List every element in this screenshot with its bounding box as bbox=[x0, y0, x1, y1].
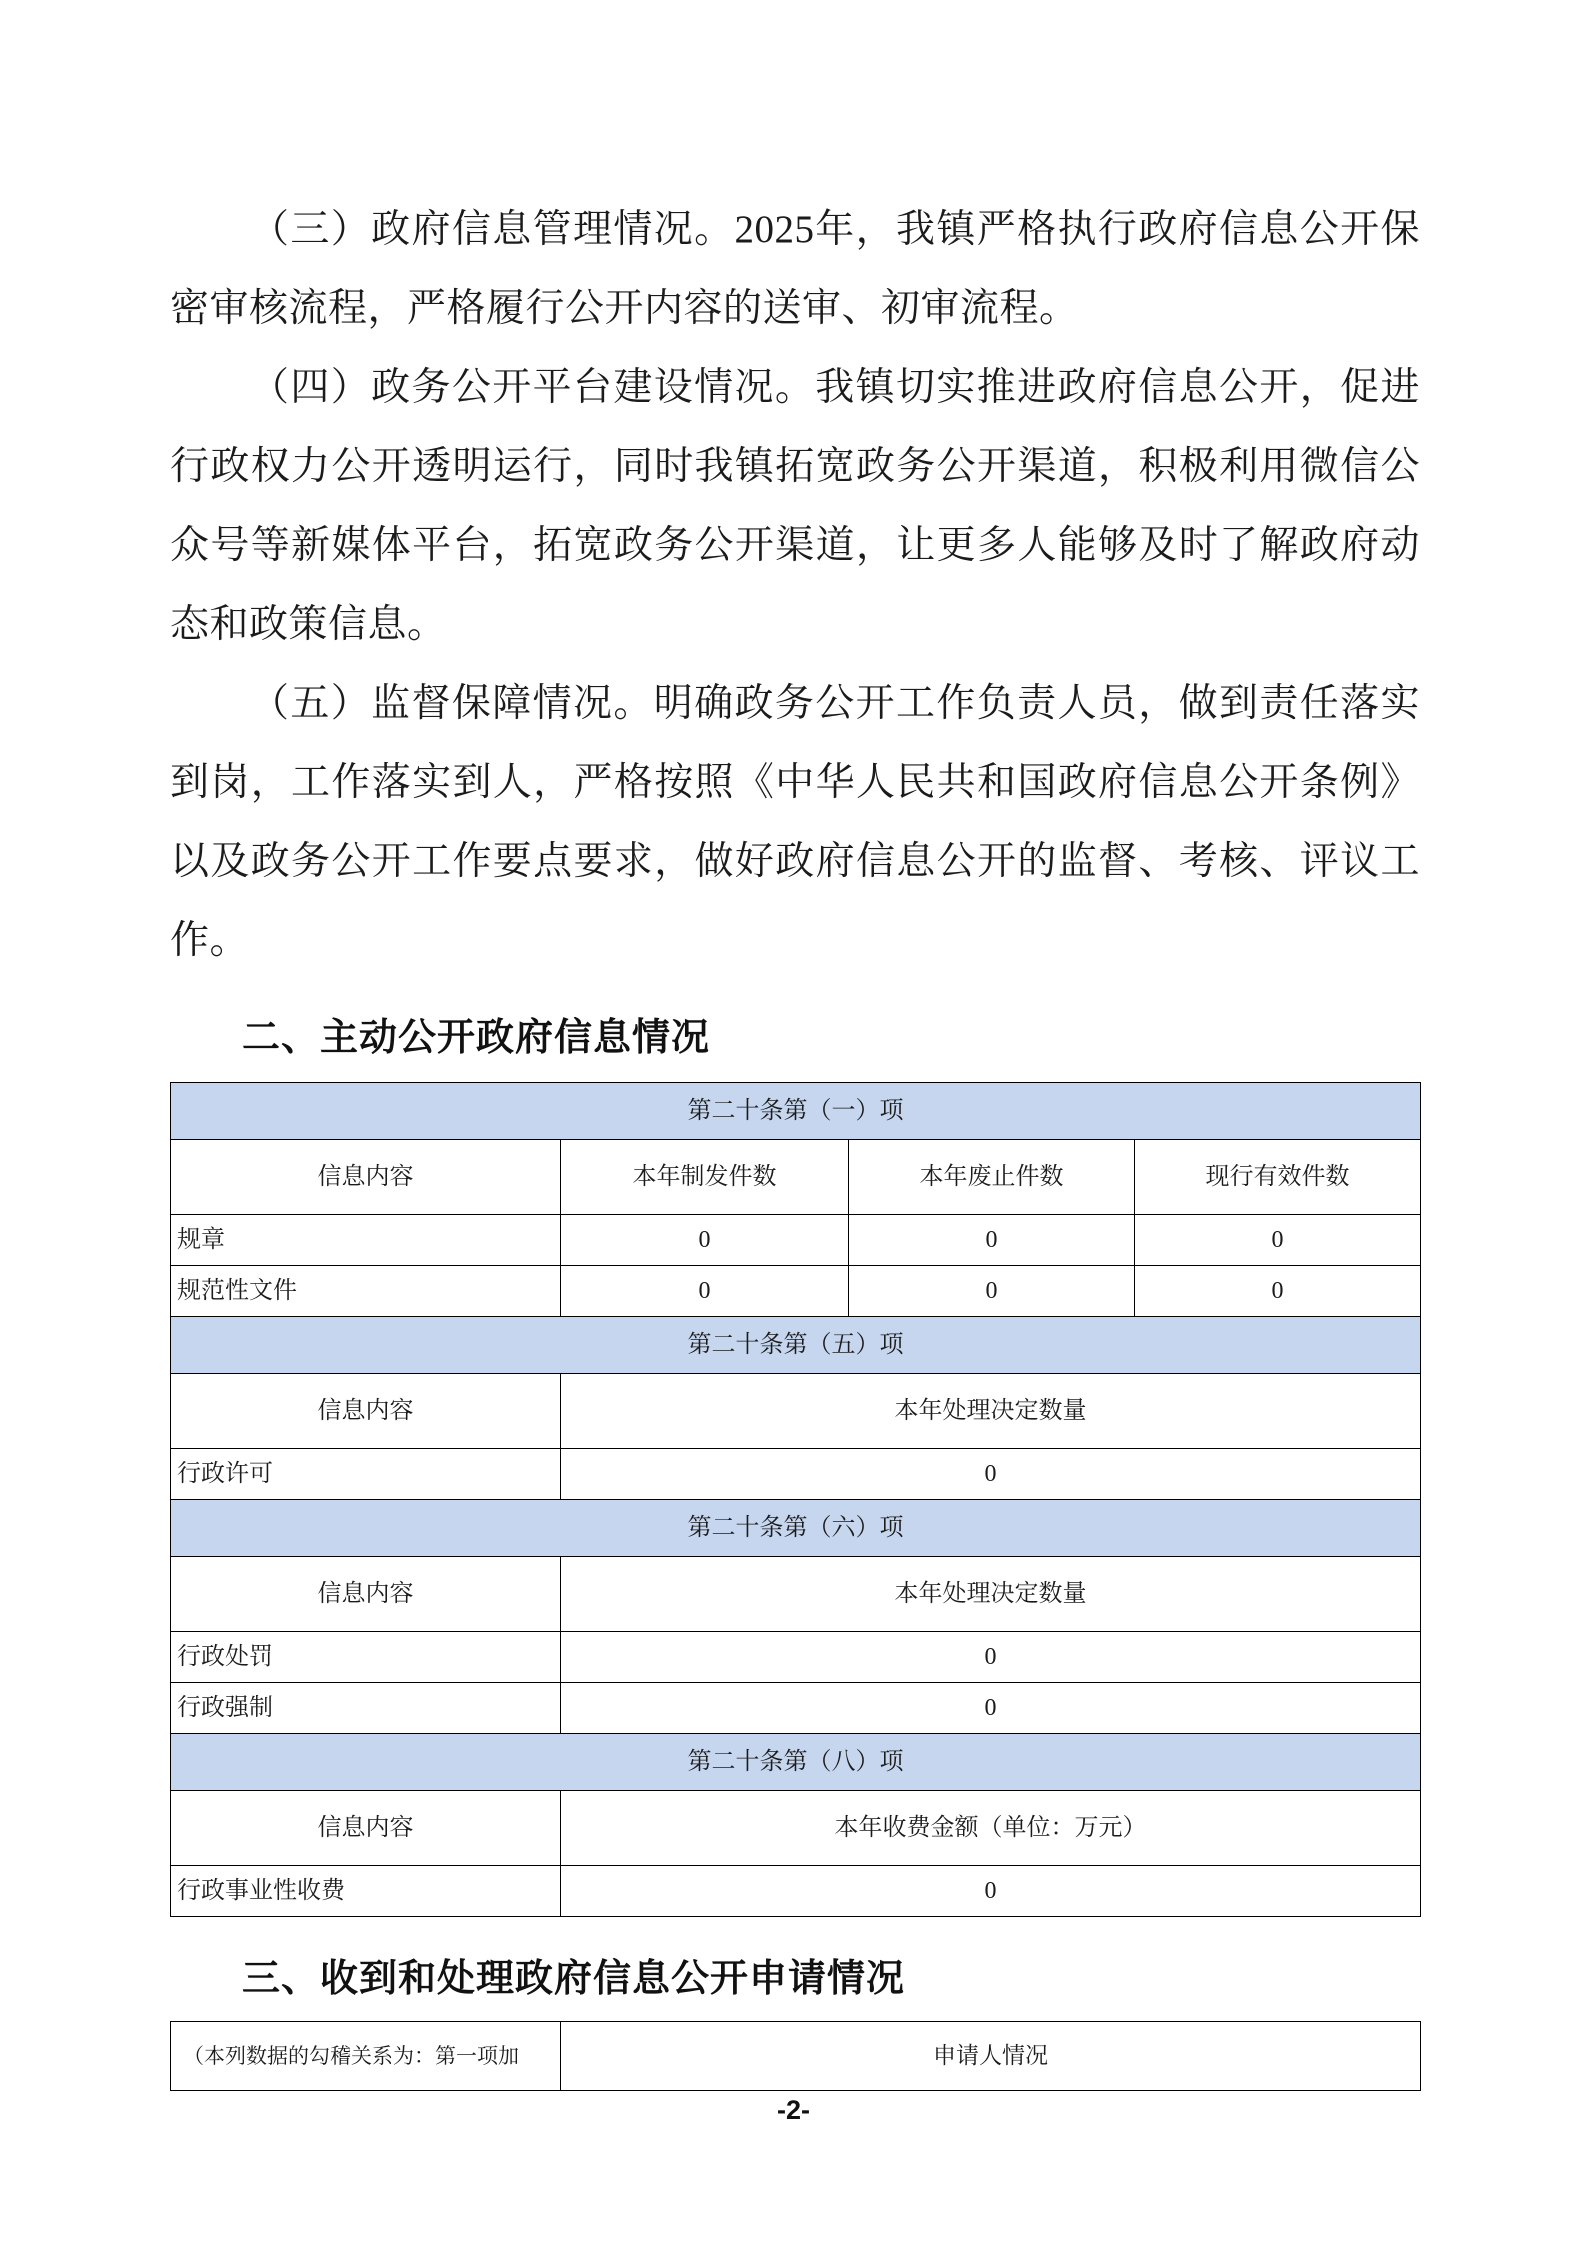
column-header-decisions-count: 本年处理决定数量 bbox=[561, 1557, 1421, 1632]
cell-value: 0 bbox=[561, 1266, 849, 1317]
table-row bbox=[171, 1266, 1421, 1317]
row-label-normative-document: 规范性文件 bbox=[171, 1266, 561, 1317]
table-row bbox=[171, 1449, 1421, 1500]
table-header-row bbox=[171, 1557, 1421, 1632]
cell-value: 0 bbox=[561, 1866, 1421, 1917]
table-header-row bbox=[171, 1140, 1421, 1215]
cell-value: 0 bbox=[561, 1632, 1421, 1683]
table-band-row bbox=[171, 1500, 1421, 1557]
page-content bbox=[170, 0, 1420, 2091]
row-label-regulation: 规章 bbox=[171, 1215, 561, 1266]
table-header-row bbox=[171, 2022, 1421, 2091]
column-header-repealed-count: 本年废止件数 bbox=[849, 1140, 1135, 1215]
table-band-row bbox=[171, 1083, 1421, 1140]
column-header-info-content: 信息内容 bbox=[171, 1557, 561, 1632]
column-header-fee-amount: 本年收费金额（单位：万元） bbox=[561, 1791, 1421, 1866]
page-number: -2- bbox=[777, 2095, 810, 2125]
row-label-administrative-license: 行政许可 bbox=[171, 1449, 561, 1500]
cell-value: 0 bbox=[849, 1215, 1135, 1266]
band-label-item-1: 第二十条第（一）项 bbox=[171, 1083, 1421, 1140]
table-row bbox=[171, 1683, 1421, 1734]
row-label-administrative-penalty: 行政处罚 bbox=[171, 1632, 561, 1683]
cell-value: 0 bbox=[561, 1449, 1421, 1500]
paragraph-five: （五）监督保障情况。明确政务公开工作负责人员，做到责任落实到岗，工作落实到人，严格按照《中华人民共和国政府信息公开条例》以及政务公开工作要点要求，做好政府信息公开的监督、考核、评议工作。 bbox=[170, 682, 1420, 962]
cell-value: 0 bbox=[849, 1266, 1135, 1317]
column-header-info-content: 信息内容 bbox=[171, 1140, 561, 1215]
column-header-decisions-count: 本年处理决定数量 bbox=[561, 1374, 1421, 1449]
column-header-effective-count: 现行有效件数 bbox=[1135, 1140, 1421, 1215]
table-band-row bbox=[171, 1317, 1421, 1374]
column-header-info-content: 信息内容 bbox=[171, 1374, 561, 1449]
column-header-reconciliation-note: （本列数据的勾稽关系为：第一项加 bbox=[171, 2022, 561, 2091]
applications-table-partial bbox=[170, 2021, 1421, 2091]
table-band-row bbox=[171, 1734, 1421, 1791]
cell-value: 0 bbox=[1135, 1215, 1421, 1266]
table-header-row bbox=[171, 1791, 1421, 1866]
column-header-info-content: 信息内容 bbox=[171, 1791, 561, 1866]
table-row bbox=[171, 1215, 1421, 1266]
top-margin-spacer bbox=[170, 0, 1420, 190]
row-label-administrative-compulsion: 行政强制 bbox=[171, 1683, 561, 1734]
column-header-applicant-status: 申请人情况 bbox=[561, 2022, 1421, 2091]
cell-value: 0 bbox=[561, 1683, 1421, 1734]
column-header-issued-count: 本年制发件数 bbox=[561, 1140, 849, 1215]
section-heading-two: 二、主动公开政府信息情况 bbox=[242, 1017, 711, 1059]
table-header-row bbox=[171, 1374, 1421, 1449]
table-row bbox=[171, 1632, 1421, 1683]
table-row bbox=[171, 1866, 1421, 1917]
band-label-item-5: 第二十条第（五）项 bbox=[171, 1317, 1421, 1374]
proactive-disclosure-table bbox=[170, 1082, 1421, 1917]
section-heading-three: 三、收到和处理政府信息公开申请情况 bbox=[242, 1958, 906, 2000]
band-label-item-6: 第二十条第（六）项 bbox=[171, 1500, 1421, 1557]
paragraph-four: （四）政务公开平台建设情况。我镇切实推进政府信息公开，促进行政权力公开透明运行，同时我镇拓宽政务公开渠道，积极利用微信公众号等新媒体平台，拓宽政务公开渠道，让更多人能够及时了解政府动态和政策信息。 bbox=[170, 366, 1420, 646]
row-label-administrative-fee: 行政事业性收费 bbox=[171, 1866, 561, 1917]
band-label-item-8: 第二十条第（八）项 bbox=[171, 1734, 1421, 1791]
cell-value: 0 bbox=[1135, 1266, 1421, 1317]
cell-value: 0 bbox=[561, 1215, 849, 1266]
paragraph-three: （三）政府信息管理情况。2025年，我镇严格执行政府信息公开保密审核流程，严格履行公开内容的送审、初审流程。 bbox=[170, 208, 1420, 330]
